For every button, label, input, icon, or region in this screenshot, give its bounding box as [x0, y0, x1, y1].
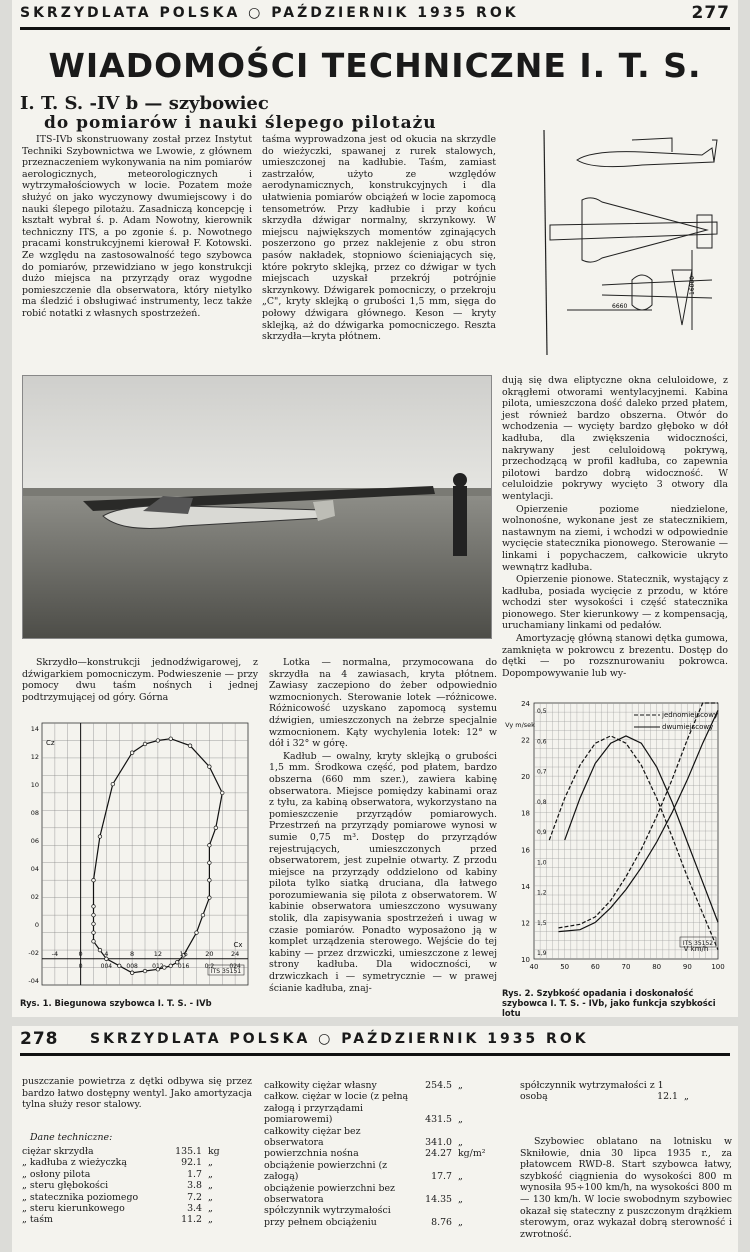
polar-chart: [20, 715, 256, 995]
data-point: [169, 737, 173, 741]
y-tick-label-secondary: 0,5: [537, 708, 547, 715]
paragraph: puszczanie powietrza z dętki odbywa się przez bardzo łatwo dostępny wentyl. Jako amortyzacja tylna służy resor stalowy.: [22, 1076, 252, 1111]
spec-row: [22, 1180, 252, 1191]
data-point: [92, 913, 96, 917]
page-277: [12, 0, 738, 1017]
x-tick-label-secondary: 0: [78, 962, 83, 970]
spec-label: „ taśm: [22, 1214, 53, 1226]
data-point: [111, 782, 115, 786]
x-tick-label: 40: [529, 963, 539, 971]
spec-row: [22, 1146, 252, 1157]
data-point: [117, 964, 121, 968]
x-tick-label: 16: [179, 949, 188, 958]
data-point: [92, 931, 96, 935]
x-tick-label-secondary: 016: [177, 962, 190, 970]
data-point: [98, 948, 102, 952]
spec-unit: „: [458, 1114, 463, 1126]
spec-unit: „: [458, 1171, 463, 1183]
x-tick-label: 20: [205, 949, 214, 958]
data-point: [201, 913, 205, 917]
y-tick-label: 16: [521, 846, 530, 855]
y-tick-label: 22: [521, 736, 530, 745]
y-tick-label-secondary: 1,9: [537, 950, 547, 957]
data-point: [130, 751, 134, 755]
x-tick-label-secondary: 024: [229, 962, 241, 970]
y-axis-label: Vy m/sek: [505, 721, 535, 729]
paragraph: Opierzenie pionowe. Statecznik, wystający z kadłuba, posiada wycięcie z przodu, w które wchodzi ster wysokości i część statecznika pionowego. Ster kierunkowy — z kompensacją, uruchamiany linkami od pedałów.: [502, 574, 728, 632]
data-point: [92, 905, 96, 909]
sink-rate-chart: [502, 695, 730, 985]
article-title: WIADOMOŚCI TECHNICZNE I. T. S.: [48, 46, 702, 85]
y-tick-label: 12: [30, 753, 39, 761]
spec-unit: „: [684, 1091, 689, 1103]
spec-unit: „: [458, 1216, 463, 1228]
spec-value: 92.1: [181, 1157, 202, 1169]
spec-label: spółczynnik wytrzymałości przy pełnem obciążeniu: [264, 1205, 391, 1228]
spec-row: [264, 1091, 504, 1125]
paragraph: Amortyzację główną stanowi dętka gumowa, zamknięta w pokrowcu z brezentu. Dostęp do dętki — po rozsznurowaniu pokrowca. Dopompowywanie lub wy-: [502, 633, 728, 679]
spec-label: „ steru kierunkowego: [22, 1202, 125, 1214]
legend-label: dwumiejscowy: [662, 723, 714, 731]
stamp-label: ITS 35152: [682, 940, 714, 947]
data-point: [208, 878, 212, 882]
data-point: [208, 861, 212, 865]
spec-value: 24.27: [425, 1148, 452, 1160]
y-tick-label: 08: [30, 809, 39, 817]
spec-value: 17.7: [431, 1171, 452, 1183]
spec-unit: „: [208, 1202, 213, 1214]
spec-unit: „: [208, 1168, 213, 1180]
y-axis-label: Cz: [46, 739, 55, 747]
page-number: 277: [691, 3, 730, 23]
caption-fig1: Rys. 1. Biegunowa szybowca I. T. S. - IVb: [20, 998, 212, 1008]
x-tick-label: 100: [711, 963, 725, 971]
data-point: [92, 922, 96, 926]
specs-column-1: [22, 1146, 252, 1226]
x-tick-label: 12: [153, 949, 163, 958]
spec-value: 3.8: [187, 1180, 202, 1192]
spec-unit: „: [458, 1194, 463, 1206]
page-278: [12, 1026, 738, 1252]
column-a: [22, 657, 258, 704]
spec-label: spółczynnik wytrzymałości z 1 osobą: [520, 1080, 664, 1103]
data-point: [92, 940, 96, 944]
dimension-label: 16000: [689, 275, 696, 295]
data-point: [156, 739, 160, 743]
spec-label: „ osłony pilota: [22, 1168, 91, 1180]
spec-unit: „: [208, 1180, 213, 1192]
data-point: [208, 765, 212, 769]
glider-photo: [22, 375, 492, 639]
paragraph: Szybowiec oblatano na lotnisku w Skniłowie, dnia 30 lipca 1935 r., za płatowcem RWD-8. Start szybowca łatwy, szybkość ciągnienia do wysokości 800 m wynosiła 95÷100 km/h, na wysokości 800 m — 130 km/h. W locie swobodnym szybowiec okazał się stateczny z puszczonym drążkiem sterowym, oraz wykazał dobrą sterowność i zwrotność.: [520, 1136, 732, 1240]
y-tick-label-secondary: 0,7: [537, 768, 547, 776]
column-1: [22, 1076, 252, 1112]
spec-row: [264, 1148, 504, 1159]
stamp-label: ITS 35151: [210, 968, 242, 975]
x-axis-label: Cx: [233, 940, 243, 949]
spec-unit: kg/m²: [458, 1148, 486, 1160]
data-point: [208, 843, 212, 847]
data-point: [208, 896, 212, 900]
y-tick-label: 24: [521, 700, 530, 708]
data-point: [143, 742, 147, 746]
column-b: [269, 657, 497, 995]
spec-value: 254.5: [425, 1080, 452, 1091]
y-tick-label: -02: [28, 949, 39, 957]
paragraph: Opierzenie poziome niedzielone, wolnonośne, wykonane jest ze statecznikiem, nastawnym na ziemi, i wchodzi w odpowiednie wycięcie statecznika pionowego. Sterowanie — linkami i popychaczem, całkowicie ukryto wewnątrz kadłuba.: [502, 503, 728, 573]
running-header: [20, 1031, 730, 1056]
column-3: [502, 375, 728, 680]
x-tick-label-secondary: 004: [100, 962, 113, 970]
spec-row: [520, 1080, 730, 1103]
paragraph: Skrzydło—konstrukcji jednodźwigarowej, z dźwigarkiem pomocniczym. Podwieszenie — przy pomocy dwu taśm nośnych i jednej podtrzymującej od góry. Górna: [22, 657, 258, 703]
subtitle-line1: I. T. S. -IV b — szybowiec: [20, 93, 269, 114]
spec-value: 11.2: [181, 1214, 202, 1226]
spec-row: [22, 1157, 252, 1168]
x-tick-label: -4: [51, 949, 59, 958]
spec-row: [264, 1160, 504, 1183]
spec-row: [264, 1183, 504, 1206]
spec-label: całkow. ciężar w locie (z pełną załogą i przyrządami pomiarowemi): [264, 1091, 409, 1126]
data-point: [130, 971, 134, 975]
data-point: [220, 791, 224, 795]
x-tick-label: 50: [560, 963, 570, 971]
spec-row: [264, 1205, 504, 1228]
spec-label: „ statecznika poziomego: [22, 1191, 139, 1203]
spec-value: 14.35: [425, 1194, 452, 1206]
y-tick-label: 18: [521, 809, 530, 818]
x-axis-label: V km/h: [683, 945, 709, 953]
spec-label: powierzchnia nośna: [264, 1148, 359, 1160]
x-tick-label-secondary: 012: [152, 962, 164, 970]
spec-row: [22, 1214, 252, 1225]
specs-column-2: [264, 1080, 504, 1228]
x-tick-label: 60: [590, 963, 600, 971]
spec-value: 3.4: [187, 1202, 202, 1214]
data-point: [169, 964, 173, 968]
y-tick-label: 06: [30, 837, 39, 845]
spec-value: 135.1: [175, 1146, 202, 1157]
x-tick-label: 70: [621, 963, 631, 971]
data-point: [98, 835, 102, 839]
paragraph: taśma wyprowadzona jest od okucia na skrzydle do wieżyczki, spawanej z rurek stalowych, umieszczonej na kadłubie. Taśm, zamiast zastrzałów, użyto ze względów aerodynamicznych, konstrukcyjnych i dla ułatwienia pomiarów obciążeń w locie zapomocą tensometrów. Przy kadłubie i przy końcu skrzydła dźwigar normalny, skrzynkowy. W miejscu największych momentów zginających poszerzono go przez naklejenie z obu stron pasów nakładek, stopniowo ścieniających się, które pokryto sklejką, przez co dźwigar w tych miejscach uzyskał przekrój potrójnie skrzynkowy. Dźwigarek pomocniczy, o przekroju „C", kryty sklejką o grubości 1,5 mm, sięga do połowy dźwigara głównego. Keson — kryty sklejką, aż do dźwigarka pomocniczego. Reszta skrzydła—kryta płótnem.: [262, 134, 496, 343]
x-tick-label: 80: [652, 963, 662, 971]
y-tick-label: 14: [30, 725, 39, 733]
spec-label: „ steru głębokości: [22, 1180, 109, 1192]
spec-label: obciążenie powierzchni (z załogą): [264, 1159, 388, 1183]
column-3: [520, 1136, 732, 1241]
y-tick-label: 02: [30, 893, 39, 901]
y-tick-label-secondary: 0,8: [537, 798, 547, 806]
y-tick-label-secondary: 1,5: [537, 919, 547, 927]
data-point: [143, 969, 147, 973]
paragraph: ITS-IVb skonstruowany został przez Instytut Techniki Szybownictwa we Lwowie, z głównem przeznaczeniem wykonywania na nim pomiarów aerologicznych, meteorologicznych i wytrzymałościowych w locie. Pozatem może służyć on jako wyczynowy dwumiejscowy i do nauki ślepego pilotażu. Zasadniczą koncepcję i kształt wybrał ś. p. Adam Nowotny, kierownik techniczny ITS, a po zgonie ś. p. Nowotnego pracami konstrukcyjnemi kierował F. Kotowski. Ze względu na zastosowalność tego szybowca do pomiarów, przewidziano w jego konstrukcji dużo miejsca na przyrządy oraz wygodne pomieszczenie dla obserwatora, który nietylko ma śledzić i obsługiwać instrumenty, lecz także robić notatki z własnych spostrzeżeń.: [22, 134, 252, 319]
y-tick-label: 12: [521, 919, 530, 928]
spec-unit: „: [208, 1214, 213, 1226]
y-tick-label: -04: [28, 977, 39, 985]
data-point: [92, 878, 96, 882]
spec-value: 7.2: [187, 1191, 202, 1203]
spec-unit: kg: [208, 1146, 220, 1157]
paragraph: dują się dwa eliptyczne okna celuloidowe, z okrągłemi otworami wentylacyjnemi. Kabina pilota, umieszczona dość daleko przed płatem, jest również bardzo obszerna. Otwór do wchodzenia — wycięty bardzo głęboko w dół kadłuba, dla zwiększenia widoczności, nakrywany jest celuloidową pokrywą, przechodzącą w profil kadłuba, co zapewnia pilotowi bardzo dobrą widoczność. W celuloidzie pokrywy wycięto 3 otwory dla wentylacji.: [502, 375, 728, 502]
x-tick-label: 4: [104, 949, 109, 958]
dimension-label: 6660: [612, 303, 628, 310]
data-point: [195, 931, 199, 935]
caption-fig2: Rys. 2. Szybkość opadania i doskonałość szybowca I. T. S. - IVb, jako funkcja szybkości lotu: [502, 988, 716, 1017]
spec-row: [22, 1203, 252, 1214]
data-point: [188, 744, 192, 748]
x-tick-label-secondary: 0,2: [204, 962, 215, 970]
y-tick-label: 14: [521, 882, 530, 891]
spec-value: 8.76: [431, 1216, 452, 1228]
spec-unit: „: [458, 1137, 463, 1149]
spec-unit: „: [208, 1157, 213, 1169]
spec-label: ciężar skrzydła: [22, 1146, 94, 1157]
y-tick-label: 10: [30, 781, 39, 789]
column-1: [22, 134, 252, 321]
y-tick-label: 04: [30, 865, 39, 873]
paragraph: Kadłub — owalny, kryty sklejką o grubości 1,5 mm. Środkowa część, pod płatem, bardzo obszerna (660 mm szer.), zawiera kabinę obserwatora. Miejsce pomiędzy kabinami oraz z tyłu, za kabiną obserwatora, wykorzystano na pomieszczenie przyrządów pomiarowych. Przestrzeń na przyrządy pomiarowe wynosi w sumie 0,75 m³. Dostęp do przyrządów rejestrujących, umieszczonych przed obserwatorem, jest zupełnie otwarty. Z przodu miejsce na przyrządy oddzielono od kabiny pilota tylko siatką druciana, dla łatwego porozumiewania się pilota z obserwatorem. W kabinie obserwatora umieszczono wysuwany stolik, dla zapisywania spostrzeżeń i uwag w czasie pomiarów. Ponadto wyposażono ją w komplet urządzenia sterowego. Wejście do tej kabiny — przez drzwiczki, umieszczone z lewej strony kadłuba. Dla widoczności, w drzwiczkach i — symetrycznie — w prawej ścianie kadłuba, znaj-: [269, 750, 497, 994]
header-magazine: SKRZYDLATA POLSKA ○ PAŹDZIERNIK 1935 ROK: [90, 1031, 589, 1047]
spec-row: [22, 1192, 252, 1203]
x-tick-label: 24: [230, 949, 240, 958]
specs-column-3: [520, 1080, 730, 1103]
spec-row: [22, 1169, 252, 1180]
y-tick-label-secondary: 0,9: [537, 829, 547, 836]
page-number: 278: [20, 1029, 59, 1049]
spec-value: 431.5: [425, 1114, 452, 1126]
x-tick-label: 0: [78, 949, 83, 958]
header-magazine: SKRZYDLATA POLSKA ○ PAŹDZIERNIK 1935 ROK: [20, 5, 519, 21]
spec-value: 1.7: [187, 1168, 202, 1180]
x-tick-label: 90: [682, 963, 692, 971]
spec-row: [264, 1126, 504, 1149]
x-tick-label-secondary: 008: [126, 962, 138, 970]
y-tick-label: 10: [521, 956, 530, 964]
running-header: [20, 5, 730, 30]
spec-label: całkowity ciężar bez obserwatora: [264, 1125, 361, 1149]
subtitle-line2: do pomiarów i nauki ślepego pilotażu: [44, 113, 437, 133]
y-tick-label: 0: [34, 921, 39, 929]
specs-heading: Dane techniczne:: [30, 1132, 113, 1143]
spec-unit: „: [458, 1080, 463, 1091]
y-tick-label-secondary: 1,0: [537, 859, 547, 867]
column-2: [262, 134, 496, 344]
y-tick-label-secondary: 0,6: [537, 738, 547, 746]
spec-label: obciążenie powierzchni bez obserwatora: [264, 1182, 395, 1206]
paragraph: Lotka — normalna, przymocowana do skrzydła na 4 zawiasach, kryta płótnem. Zawiasy zaczepiono do żeber odpowiednio wzmocnionych. Sterowanie lotek —różnicowe. Różnicowość uzyskano zapomocą systemu dźwigien, umieszczonych na żebrze specjalnie wzmocnionem. Kąty wychylenia lotek: 12° w dół i 32° w górę.: [269, 657, 497, 750]
y-tick-label: 20: [521, 773, 530, 782]
legend-label: jednomiejscowy: [662, 711, 719, 719]
data-point: [214, 826, 218, 830]
y-tick-label-secondary: 1,2: [537, 889, 547, 897]
spec-unit: „: [208, 1191, 213, 1203]
spec-label: „ kadłuba z wieżyczką: [22, 1157, 127, 1169]
spec-value: 341.0: [425, 1137, 452, 1149]
spec-value: 12.1: [657, 1091, 678, 1103]
glider-three-view-drawing: [522, 130, 722, 355]
spec-row: [264, 1080, 504, 1091]
spec-label: całkowity ciężar własny: [264, 1080, 377, 1091]
x-tick-label: 8: [130, 949, 135, 958]
